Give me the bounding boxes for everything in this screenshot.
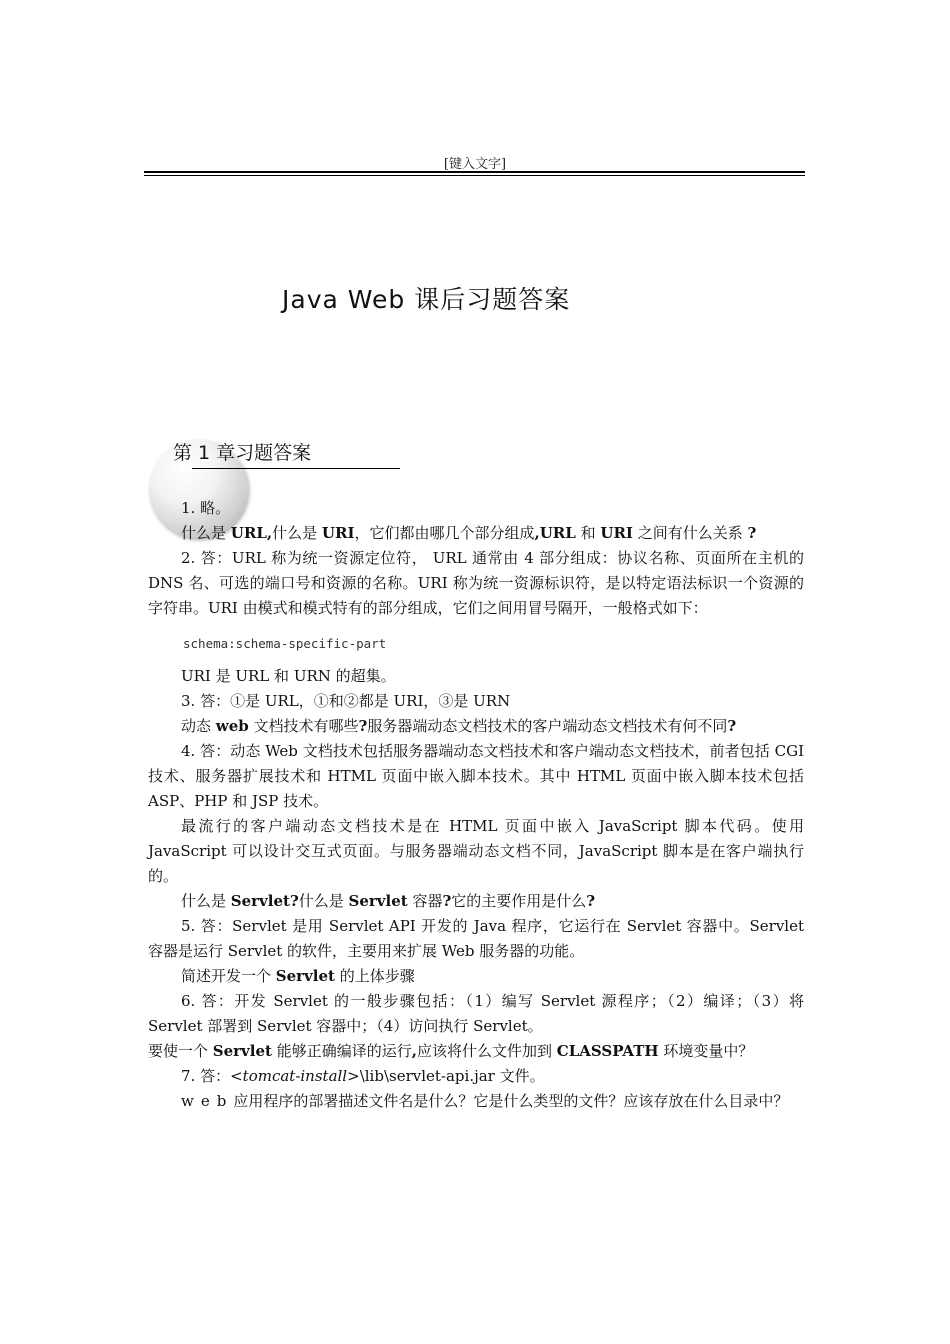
answer-4: 4. 答：动态 Web 文档技术包括服务器端动态文档技术和客户端动态文档技术，前者包括 CGI 技术、服务器扩展技术和 HTML 页面中嵌入脚本技术。其中 HTML 页面中嵌入脚本技术包括 ASP、PHP 和 JSP 技术。 (148, 742, 804, 810)
answer-2-continued: URI 是 URL 和 URN 的超集。 (181, 667, 396, 685)
chapter-heading: 第 1 章习题答案 (173, 442, 312, 464)
header-rule (144, 171, 805, 173)
chapter-rule (192, 468, 400, 469)
question-7: 要使一个 Servlet 能够正确编译的运行,应该将什么文件加到 CLASSPATH 环境变量中？ (148, 1042, 754, 1060)
document-body (148, 496, 804, 1114)
question-5: 什么是 Servlet?什么是 Servlet 容器?它的主要作用是什么? (181, 892, 596, 910)
answer-3: 3. 答：①是 URL，①和②都是 URI，③是 URN (181, 692, 511, 710)
document-title: Java Web 课后习题答案 (282, 285, 571, 314)
question-6: 简述开发一个 Servlet 的上体步骤 (181, 967, 415, 985)
answer-1: 1. 略。 (181, 499, 231, 517)
page-header: [键入文字] (443, 157, 507, 172)
header-rule-thin (144, 175, 805, 176)
question-4: 动态 web 文档技术有哪些?服务器端动态文档技术的客户端动态文档技术有何不同? (181, 717, 737, 735)
answer-7: 7. 答：<tomcat-install>\lib\servlet-api.jar 文件。 (181, 1067, 545, 1085)
code-snippet: schema:schema-specific-part (183, 636, 387, 651)
question-2: 什么是 URL,什么是 URI，它们都由哪几个部分组成,URL 和 URI 之间有什么关系 ? (181, 524, 757, 542)
answer-4-continued: 最流行的客户端动态文档技术是在 HTML 页面中嵌入 JavaScript 脚本代码。使用 JavaScript 可以设计交互式页面。与服务器端动态文档不同，JavaScript 脚本是在客户端执行的。 (148, 817, 804, 885)
answer-6: 6. 答：开发 Servlet 的一般步骤包括：（1）编写 Servlet 源程序；（2）编译；（3）将 Servlet 部署到 Servlet 容器中；（4）访问执行 Servlet。 (148, 992, 804, 1035)
question-8: web应用程序的部署描述文件名是什么？它是什么类型的文件？应该存放在什么目录中？ (181, 1092, 789, 1110)
answer-2: 2. 答：URL 称为统一资源定位符， URL 通常由 4 部分组成：协议名称、页面所在主机的 DNS 名、可选的端口号和资源的名称。URI 称为统一资源标识符，是以特定语法标识一个资源的字符串。URI 由模式和模式特有的部分组成，它们之间用冒号隔开，一般格式如下： (148, 549, 804, 617)
answer-5: 5. 答：Servlet 是用 Servlet API 开发的 Java 程序，它运行在 Servlet 容器中。Servlet 容器是运行 Servlet 的软件，主要用来扩展 Web 服务器的功能。 (148, 917, 804, 960)
